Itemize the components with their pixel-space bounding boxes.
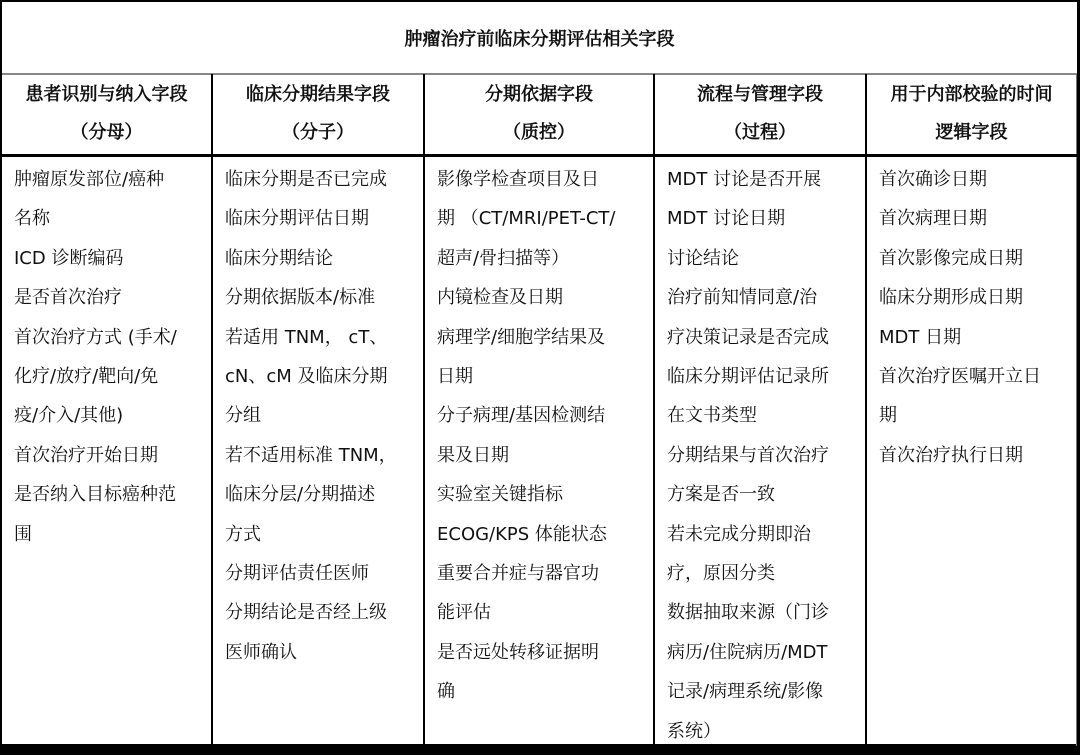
- cell-line: 分期评估责任医师: [225, 563, 369, 585]
- cell-line: 若不适用标准 TNM，: [225, 444, 397, 466]
- cell-line: 治疗前知情同意/治: [667, 287, 818, 309]
- cell-line: 在文书类型: [667, 405, 757, 427]
- cell-line: 方式: [225, 523, 261, 545]
- header-process-management: [655, 74, 867, 154]
- cell-line: 病理学/细胞学结果及: [437, 326, 606, 348]
- cell-line: 期: [879, 405, 897, 427]
- cell-line: 重要合并症与器官功: [437, 563, 599, 585]
- cell-line: 分组: [225, 405, 261, 427]
- header-line: （过程）: [724, 122, 796, 143]
- cell-line: MDT 讨论是否开展: [667, 169, 822, 190]
- cell-line: 能评估: [437, 602, 491, 624]
- header-staging-basis: [425, 74, 655, 154]
- cell-line: 实验室关键指标: [437, 484, 563, 506]
- header-line: 逻辑字段: [935, 122, 1008, 143]
- cell-line: MDT 讨论日期: [667, 208, 786, 230]
- header-line: （质控）: [503, 122, 575, 143]
- cell-staging-result: [213, 157, 425, 746]
- cell-line: 化疗/放疗/靶向/免: [14, 366, 159, 388]
- cell-line: 果及日期: [437, 444, 509, 466]
- header-line: （分子）: [282, 122, 354, 143]
- cell-line: 影像学检查项目及日: [437, 169, 599, 190]
- cell-line: 首次治疗方式 (手术/: [14, 326, 177, 348]
- cell-line: 内镜检查及日期: [437, 287, 563, 309]
- cell-line: 临床分期形成日期: [879, 287, 1023, 309]
- header-line: 患者识别与纳入字段: [25, 84, 188, 105]
- header-staging-result: [213, 74, 425, 154]
- cell-line: 医师确认: [225, 641, 297, 663]
- cell-line: 病历/住院病历/MDT: [667, 641, 828, 663]
- cell-process-management: [655, 157, 867, 746]
- cell-line: MDT 日期: [879, 326, 962, 348]
- cell-line: 首次治疗执行日期: [879, 444, 1023, 466]
- cell-line: 疫/介入/其他): [14, 405, 124, 427]
- header-line: 临床分期结果字段: [246, 84, 390, 105]
- header-line: 流程与管理字段: [697, 84, 823, 105]
- cell-line: 首次影像完成日期: [879, 247, 1023, 269]
- cell-line: 日期: [437, 366, 473, 388]
- cell-line: 临床分期评估日期: [225, 208, 369, 230]
- table-body-row: [2, 157, 1077, 746]
- cell-line: 临床分期评估记录所: [667, 366, 829, 388]
- cell-line: 首次治疗开始日期: [14, 444, 158, 466]
- cell-line: 是否远处转移证据明: [437, 641, 599, 663]
- table-header-row: [2, 74, 1077, 157]
- cell-line: 是否纳入目标癌种范: [14, 484, 176, 506]
- cell-line: 分期结论是否经上级: [225, 602, 387, 624]
- cell-line: 临床分期结论: [225, 247, 333, 269]
- cell-line: 临床分层/分期描述: [225, 484, 376, 506]
- cell-line: 期 （CT/MRI/PET-CT/: [437, 208, 616, 230]
- cell-line: 讨论结论: [667, 247, 739, 269]
- header-line: （分母）: [70, 122, 143, 143]
- cell-line: 围: [14, 523, 32, 545]
- cell-line: 首次治疗医嘱开立日: [879, 366, 1041, 388]
- cell-line: 首次病理日期: [879, 208, 987, 230]
- cell-line: 名称: [14, 208, 50, 230]
- cell-line: 首次确诊日期: [879, 169, 987, 190]
- cell-line: 疗决策记录是否完成: [667, 326, 829, 348]
- cell-line: 分期结果与首次治疗: [667, 444, 829, 466]
- cell-line: 若未完成分期即治: [667, 523, 811, 545]
- table-title: 肿瘤治疗前临床分期评估相关字段: [2, 2, 1077, 75]
- cell-line: 是否首次治疗: [14, 287, 122, 309]
- cell-time-logic: [867, 157, 1077, 746]
- cell-line: ECOG/KPS 体能状态: [437, 523, 607, 545]
- header-line: 用于内部校验的时间: [890, 84, 1053, 105]
- cell-line: 分期依据版本/标准: [225, 287, 376, 309]
- cell-line: 疗，原因分类: [667, 563, 775, 585]
- header-time-logic: [867, 74, 1077, 154]
- cell-staging-basis: [425, 157, 655, 746]
- cell-line: ICD 诊断编码: [14, 247, 124, 269]
- cell-line: 系统）: [667, 720, 721, 742]
- cell-line: 确: [437, 681, 455, 703]
- cell-line: 肿瘤原发部位/癌种: [14, 169, 165, 190]
- cell-line: 超声/骨扫描等）: [437, 247, 570, 269]
- cell-line: 记录/病理系统/影像: [667, 681, 824, 703]
- cell-patient-identification: [2, 157, 213, 746]
- header-patient-identification: [2, 74, 213, 154]
- cell-line: 临床分期是否已完成: [225, 169, 387, 190]
- cell-line: 方案是否一致: [667, 484, 775, 506]
- cell-line: cN、cM 及临床分期: [225, 366, 388, 388]
- cell-line: 分子病理/基因检测结: [437, 405, 606, 427]
- cell-line: 若适用 TNM， cT、: [225, 326, 388, 348]
- cell-line: 数据抽取来源（门诊: [667, 602, 829, 624]
- header-line: 分期依据字段: [485, 84, 593, 105]
